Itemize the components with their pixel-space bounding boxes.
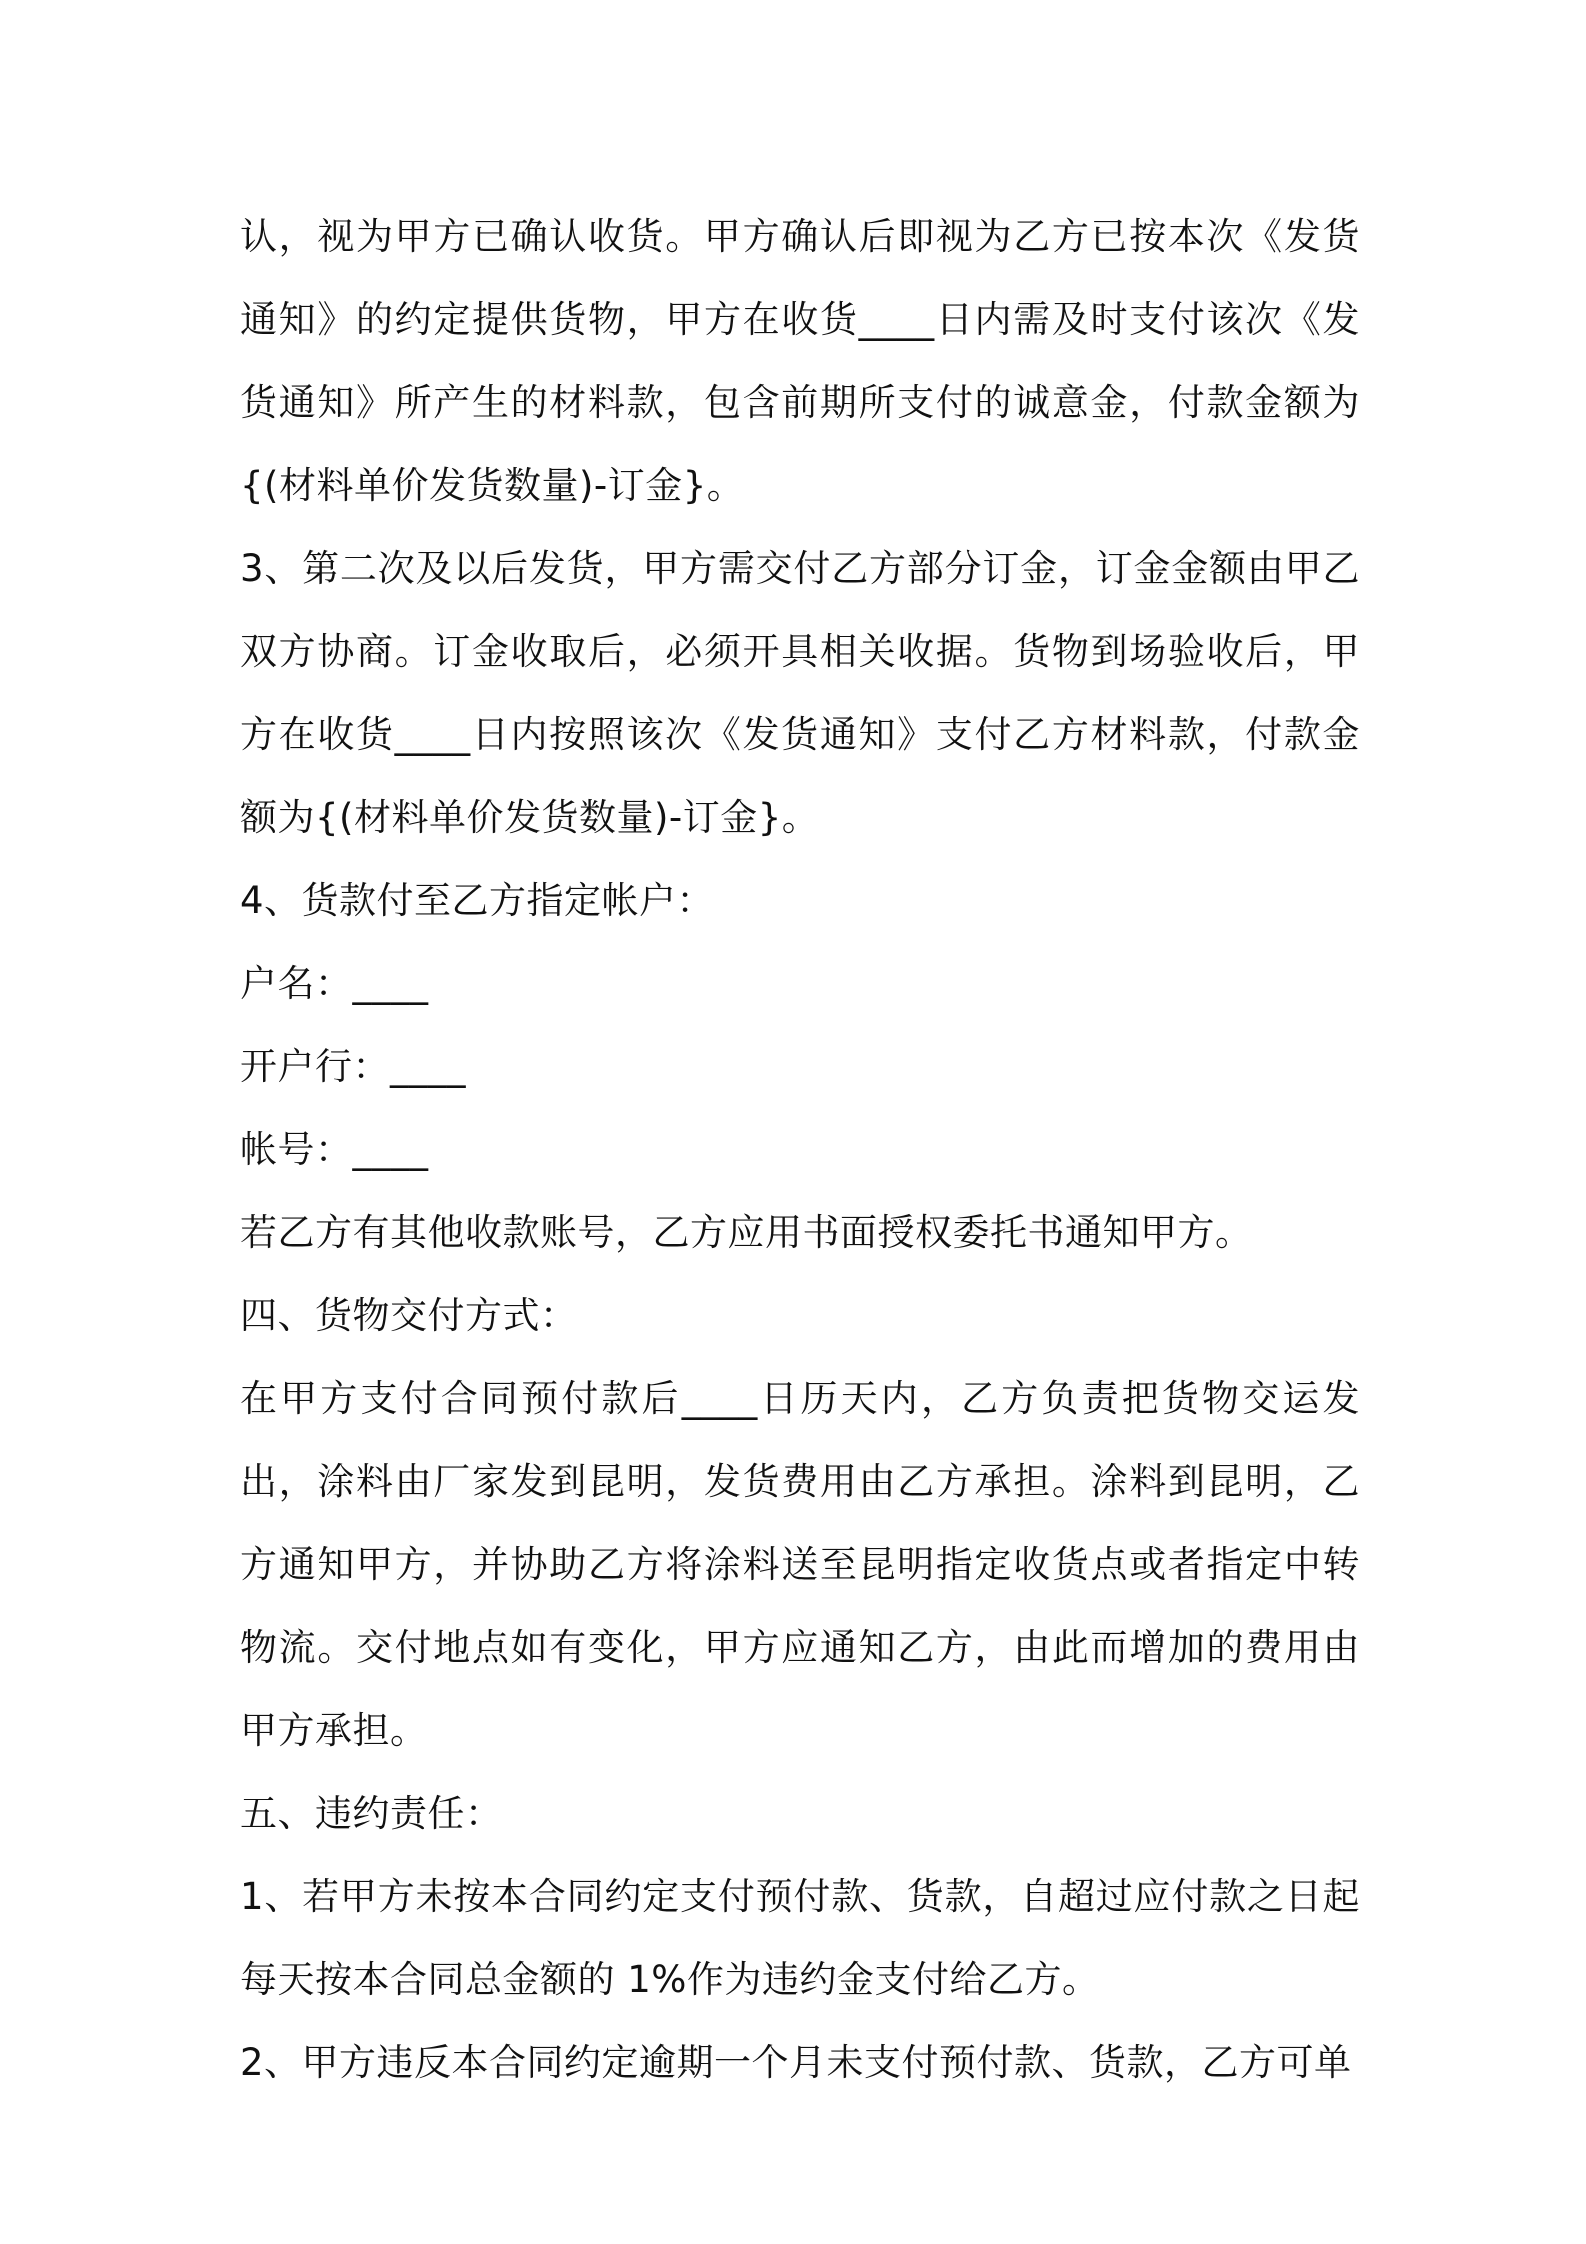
section-heading-liability: 五、违约责任： [240, 1792, 503, 1835]
paragraph-delivery-confirmation: 认，视为甲方已确认收货。甲方确认后即视为乙方已按本次《发货通知》的约定提供货物，甲方在收货____日内需及时支付该次《发货通知》所产生的材料款，包含前期所支付的诚意金，付款金额为{(材料单价发货数量)-订金}。 [240, 215, 1360, 507]
paragraph-account-name: 户名：____ [240, 962, 429, 1005]
paragraph-account-number: 帐号：____ [240, 1128, 429, 1171]
document-body [240, 195, 1360, 2104]
paragraph-liability-2: 2、甲方违反本合同约定逾期一个月未支付预付款、货款，乙方可单 [240, 2041, 1352, 2084]
paragraph-payment-account: 4、货款付至乙方指定帐户： [240, 879, 715, 922]
paragraph-subsequent-delivery: 3、第二次及以后发货，甲方需交付乙方部分订金，订金金额由甲乙双方协商。订金收取后，必须开具相关收据。货物到场验收后，甲方在收货____日内按照该次《发货通知》支付乙方材料款，付款金额为{(材料单价发货数量)-订金}。 [240, 547, 1360, 839]
paragraph-liability-1: 1、若甲方未按本合同约定支付预付款、货款，自超过应付款之日起每天按本合同总金额的 1%作为违约金支付给乙方。 [240, 1875, 1360, 2001]
paragraph-bank: 开户行：____ [240, 1045, 466, 1088]
paragraph-other-account: 若乙方有其他收款账号，乙方应用书面授权委托书通知甲方。 [240, 1211, 1253, 1254]
paragraph-delivery-method: 在甲方支付合同预付款后____日历天内，乙方负责把货物交运发出，涂料由厂家发到昆明，发货费用由乙方承担。涂料到昆明，乙方通知甲方，并协助乙方将涂料送至昆明指定收货点或者指定中转物流。交付地点如有变化，甲方应通知乙方，由此而增加的费用由甲方承担。 [240, 1377, 1360, 1752]
section-heading-delivery-method: 四、货物交付方式： [240, 1294, 578, 1337]
